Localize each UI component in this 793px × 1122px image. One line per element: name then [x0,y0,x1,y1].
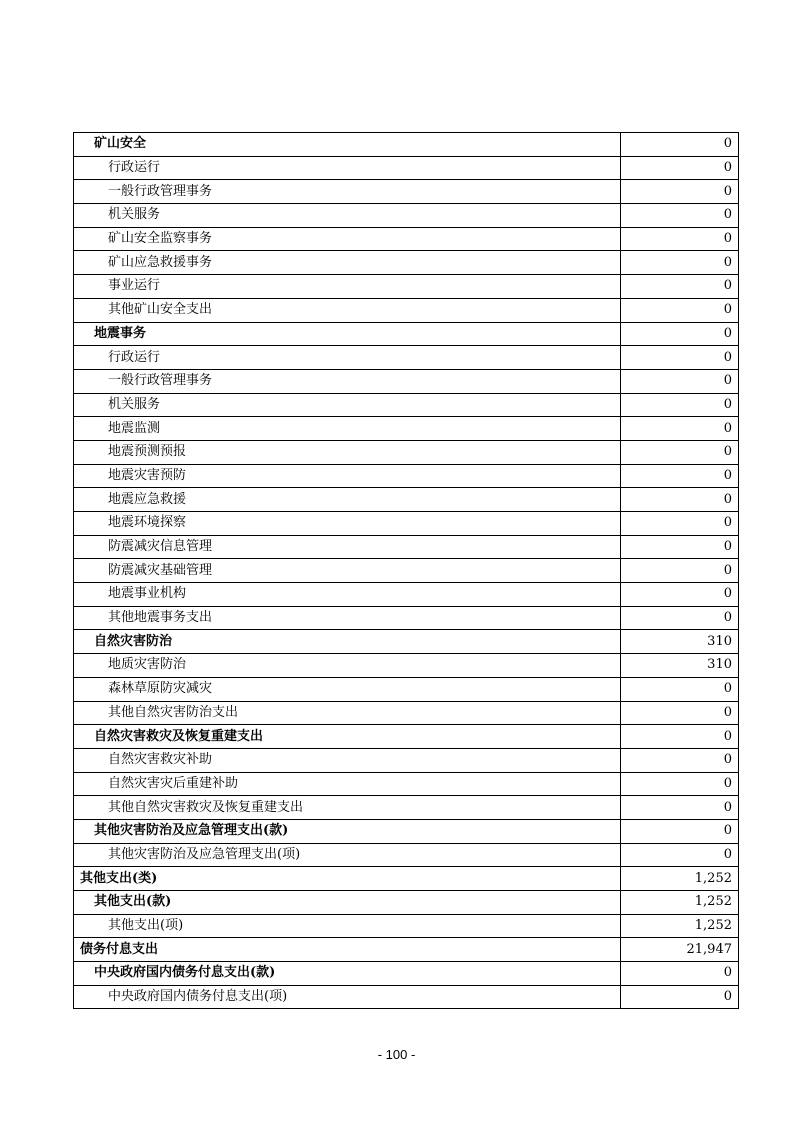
row-amount: 21,947 [621,938,739,962]
table-row [74,369,739,393]
row-amount: 0 [621,440,739,464]
table-row [74,796,739,820]
row-amount: 0 [621,488,739,512]
row-label: 其他支出(类) [74,867,621,891]
row-amount: 0 [621,512,739,536]
row-amount: 0 [621,583,739,607]
row-amount: 0 [621,962,739,986]
row-label: 中央政府国内债务付息支出(款) [74,962,621,986]
row-label: 机关服务 [74,204,621,228]
table-row [74,204,739,228]
row-label: 其他矿山安全支出 [74,298,621,322]
row-label: 矿山应急救援事务 [74,251,621,275]
row-amount: 0 [621,677,739,701]
row-amount: 0 [621,275,739,299]
table-body [74,133,739,1009]
row-amount: 0 [621,772,739,796]
row-label: 行政运行 [74,346,621,370]
table-row [74,583,739,607]
row-label: 债务付息支出 [74,938,621,962]
row-label: 机关服务 [74,393,621,417]
row-amount: 310 [621,630,739,654]
row-amount: 0 [621,180,739,204]
row-amount: 0 [621,985,739,1009]
table-row [74,725,739,749]
table-row [74,393,739,417]
row-label: 行政运行 [74,156,621,180]
table-row [74,748,739,772]
page-number: - 100 - [377,1047,416,1062]
row-amount: 0 [621,298,739,322]
table-row [74,535,739,559]
row-amount: 310 [621,654,739,678]
table-row [74,559,739,583]
table-row [74,180,739,204]
table-row [74,322,739,346]
row-amount: 0 [621,606,739,630]
table-row [74,440,739,464]
row-amount: 0 [621,819,739,843]
row-amount: 0 [621,464,739,488]
row-amount: 0 [621,843,739,867]
row-label: 自然灾害救灾补助 [74,748,621,772]
row-label: 地震预测预报 [74,440,621,464]
table-row [74,701,739,725]
row-amount: 0 [621,369,739,393]
table-row [74,891,739,915]
row-label: 其他灾害防治及应急管理支出(款) [74,819,621,843]
table-row [74,772,739,796]
budget-expenditure-table [73,132,739,1009]
table-row [74,938,739,962]
table-row [74,417,739,441]
row-label: 森林草原防灾减灾 [74,677,621,701]
row-label: 其他灾害防治及应急管理支出(项) [74,843,621,867]
row-amount: 0 [621,559,739,583]
row-amount: 0 [621,251,739,275]
table-row [74,819,739,843]
row-label: 地震环境探察 [74,512,621,536]
table-row [74,156,739,180]
row-amount: 0 [621,535,739,559]
table-row [74,346,739,370]
table-row [74,606,739,630]
row-label: 其他自然灾害防治支出 [74,701,621,725]
row-amount: 0 [621,156,739,180]
row-label: 矿山安全 [74,133,621,157]
row-amount: 0 [621,748,739,772]
row-label: 其他自然灾害救灾及恢复重建支出 [74,796,621,820]
row-label: 其他地震事务支出 [74,606,621,630]
row-label: 地震灾害预防 [74,464,621,488]
row-label: 防震减灾信息管理 [74,535,621,559]
table-row [74,914,739,938]
table-row [74,488,739,512]
table-row [74,867,739,891]
table-row [74,677,739,701]
table-row [74,133,739,157]
row-amount: 1,252 [621,914,739,938]
row-amount: 0 [621,701,739,725]
table-row [74,962,739,986]
table-row [74,985,739,1009]
row-label: 其他支出(款) [74,891,621,915]
row-label: 矿山安全监察事务 [74,227,621,251]
row-amount: 1,252 [621,891,739,915]
row-amount: 0 [621,322,739,346]
row-label: 自然灾害防治 [74,630,621,654]
row-amount: 0 [621,346,739,370]
table-row [74,298,739,322]
row-label: 中央政府国内债务付息支出(项) [74,985,621,1009]
row-label: 事业运行 [74,275,621,299]
row-label: 防震减灾基础管理 [74,559,621,583]
table-row [74,251,739,275]
row-label: 自然灾害灾后重建补助 [74,772,621,796]
row-amount: 0 [621,204,739,228]
table-row [74,654,739,678]
table-row [74,227,739,251]
table-row [74,843,739,867]
row-amount: 0 [621,393,739,417]
row-amount: 0 [621,417,739,441]
row-amount: 0 [621,725,739,749]
row-amount: 1,252 [621,867,739,891]
row-label: 地震事业机构 [74,583,621,607]
table-row [74,275,739,299]
row-amount: 0 [621,133,739,157]
row-label: 一般行政管理事务 [74,180,621,204]
row-label: 自然灾害救灾及恢复重建支出 [74,725,621,749]
row-label: 地震应急救援 [74,488,621,512]
table-row [74,464,739,488]
row-label: 其他支出(项) [74,914,621,938]
row-label: 地震监测 [74,417,621,441]
row-label: 地质灾害防治 [74,654,621,678]
row-amount: 0 [621,227,739,251]
table-row [74,630,739,654]
table-row [74,512,739,536]
row-amount: 0 [621,796,739,820]
row-label: 地震事务 [74,322,621,346]
row-label: 一般行政管理事务 [74,369,621,393]
